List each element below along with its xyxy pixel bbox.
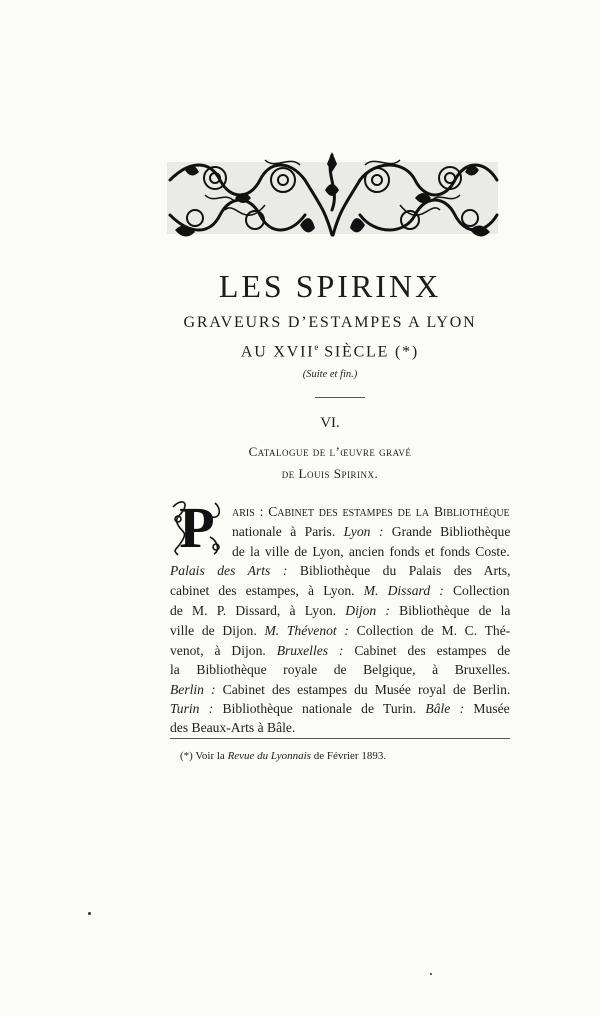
body-line-12: des Beaux-Arts à Bâle. xyxy=(170,720,296,735)
ornamental-dropcap xyxy=(170,497,224,557)
article-subtitle-line2: AU XVIIe SIÈCLE (*) xyxy=(240,342,420,361)
paper-speck xyxy=(430,973,432,975)
floral-headpiece-ornament xyxy=(165,150,500,245)
paper-speck xyxy=(88,912,91,915)
body-line-10: Berlin : Cabinet des estampes du Musée royal de Berlin. xyxy=(170,682,511,697)
svg-text:P: P xyxy=(179,497,215,557)
body-line-2: nationale à Paris. Lyon : Grande Bibliothèque xyxy=(232,524,511,539)
body-line-9: la Bibliothèque royale de Belgique, à Bruxelles. xyxy=(170,662,511,677)
body-line-7: ville de Dijon. M. Thévenot : Collection de M. C. Thé- xyxy=(170,623,511,638)
article-subtitle-line1: GRAVEURS D’ESTAMPES A LYON xyxy=(183,314,477,331)
body-line-8: venot, à Dijon. Bruxelles : Cabinet des estampes de xyxy=(170,643,511,658)
article-title: LES SPIRINX xyxy=(218,268,442,304)
section-heading-line1: Catalogue de l’œuvre gravé xyxy=(248,444,412,459)
body-line-1: aris : Cabinet des estampes de la Bibliothèque xyxy=(232,504,510,519)
body-line-11: Turin : Bibliothèque nationale de Turin. Bâle : Musée xyxy=(170,701,510,716)
section-heading-line2: de Louis Spirinx. xyxy=(281,466,379,481)
suite-note: (Suite et fin.) xyxy=(302,369,358,380)
body-line-3: de la ville de Lyon, ancien fonds et fonds Coste. xyxy=(232,544,510,559)
body-line-5: cabinet des estampes, à Lyon. M. Dissard : Collection xyxy=(170,583,510,598)
section-number: VI. xyxy=(320,415,340,431)
section-divider xyxy=(315,397,365,398)
footnote-rule xyxy=(170,738,510,739)
body-line-6: de M. P. Dissard, à Lyon. Dijon : Bibliothèque de la xyxy=(170,603,511,618)
footnote: (*) Voir la Revue du Lyonnais de Février 1893. xyxy=(180,750,387,762)
body-line-4: Palais des Arts : Bibliothèque du Palais des Arts, xyxy=(170,563,511,578)
